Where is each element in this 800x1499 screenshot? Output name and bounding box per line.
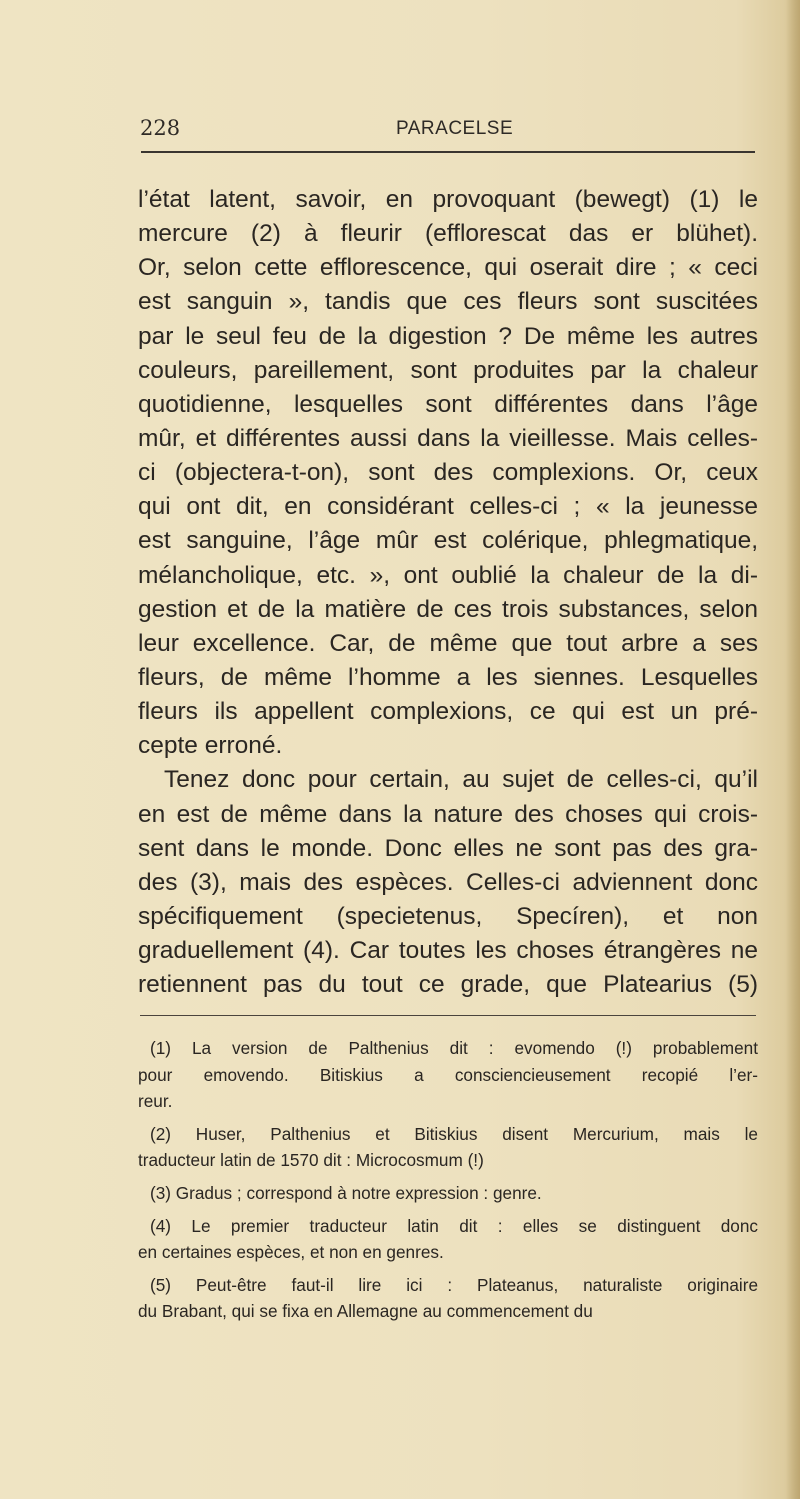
- footnote-line: (5) Peut-être faut-il lire ici : Plateanus, naturaliste originaire: [150, 1274, 758, 1295]
- footnotes: [138, 1035, 758, 1325]
- body-line: fleurs ils appellent complexions, ce qui est un pré-: [138, 698, 758, 726]
- page-number: 228: [140, 116, 181, 140]
- body-line: mélancholique, etc. », ont oublié la chaleur de la di-: [138, 561, 758, 589]
- footnote-rule: [140, 1015, 756, 1016]
- body-line: quotidienne, lesquelles sont différentes dans l’âge: [138, 390, 758, 418]
- body-line: est sanguin », tandis que ces fleurs sont suscitées: [138, 288, 758, 316]
- running-head: PARACELSE: [396, 118, 514, 139]
- footnote-line: traducteur latin de 1570 dit : Microcosmum (!): [138, 1150, 484, 1171]
- body-line: est sanguine, l’âge mûr est colérique, phlegmatique,: [138, 527, 758, 555]
- header-rule: [141, 151, 755, 153]
- footnote-line: en certaines espèces, et non en genres.: [138, 1242, 444, 1263]
- body-line: mercure (2) à fleurir (efflorescat das er blühet).: [138, 220, 758, 248]
- body-line: Or, selon cette efflorescence, qui oserait dire ; « ceci: [138, 254, 758, 282]
- body-line: fleurs, de même l’homme a les siennes. Lesquelles: [138, 663, 758, 691]
- body-line: retiennent pas du tout ce grade, que Platearius (5): [138, 971, 758, 999]
- footnote-line: (3) Gradus ; correspond à notre expression : genre.: [150, 1182, 542, 1203]
- body-line: cepte erroné.: [138, 732, 283, 760]
- body-line: par le seul feu de la digestion ? De même les autres: [138, 322, 758, 350]
- body-line: l’état latent, savoir, en provoquant (bewegt) (1) le: [138, 186, 758, 213]
- footnote-line: (2) Huser, Palthenius et Bitiskius disent Mercurium, mais le: [150, 1123, 758, 1144]
- footnote-line: reur.: [138, 1091, 173, 1112]
- body-line: gestion et de la matière de ces trois substances, selon: [138, 595, 758, 623]
- body-line: couleurs, pareillement, sont produites par la chaleur: [138, 356, 758, 384]
- footnote-line: (4) Le premier traducteur latin dit : elles se distinguent donc: [150, 1215, 758, 1236]
- body-line: sent dans le monde. Donc elles ne sont pas des gra-: [138, 834, 758, 862]
- page-edge-shadow: [786, 0, 800, 1499]
- footnote-line: pour emovendo. Bitiskius a consciencieusement recopié l’er-: [138, 1064, 758, 1085]
- footnote-line: du Brabant, qui se fixa en Allemagne au commencement du: [138, 1301, 593, 1322]
- body-line: leur excellence. Car, de même que tout arbre a ses: [138, 629, 758, 657]
- body-line: ci (objectera-t-on), sont des complexions. Or, ceux: [138, 459, 758, 487]
- body-line: spécifiquement (specietenus, Specíren), et non: [138, 902, 758, 930]
- body-line: en est de même dans la nature des choses qui crois-: [138, 800, 758, 828]
- body-line: Tenez donc pour certain, au sujet de celles-ci, qu’il: [164, 766, 758, 794]
- footnote-line: (1) La version de Palthenius dit : evomendo (!) probablement: [150, 1038, 758, 1058]
- body-line: graduellement (4). Car toutes les choses étrangères ne: [138, 937, 758, 965]
- body-text: [138, 183, 758, 1002]
- body-line: qui ont dit, en considérant celles-ci ; « la jeunesse: [138, 493, 758, 521]
- page-header: [138, 114, 756, 144]
- body-line: des (3), mais des espèces. Celles-ci adviennent donc: [138, 868, 758, 896]
- body-line: mûr, et différentes aussi dans la vieillesse. Mais celles-: [138, 424, 758, 452]
